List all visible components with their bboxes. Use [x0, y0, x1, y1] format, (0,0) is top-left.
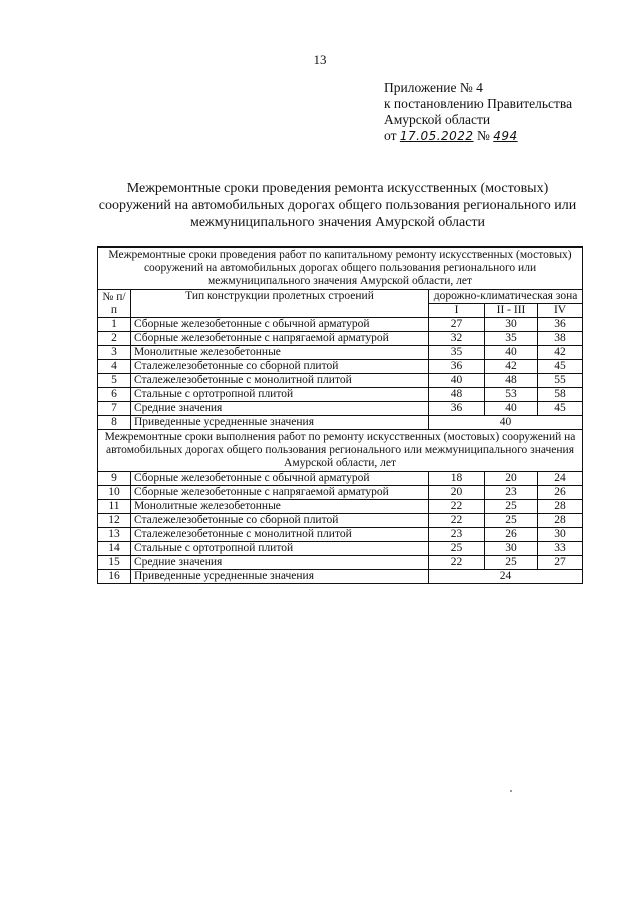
value-zone-4: 27	[538, 556, 583, 570]
value-zone-4: 28	[538, 514, 583, 528]
value-zone-2-3: 40	[485, 346, 538, 360]
appendix-line-3: Амурской области	[384, 112, 491, 127]
value-zone-1: 25	[429, 542, 485, 556]
value-zone-4: 42	[538, 346, 583, 360]
value-zone-4: 28	[538, 500, 583, 514]
construction-type: Сборные железобетонные с обычной арматурой	[131, 472, 429, 486]
value-zone-1: 35	[429, 346, 485, 360]
table-row	[98, 500, 583, 514]
row-number: 9	[98, 472, 131, 486]
value-zone-2-3: 25	[485, 514, 538, 528]
value-zone-1: 23	[429, 528, 485, 542]
table-row	[98, 514, 583, 528]
row-number: 1	[98, 318, 131, 332]
value-zone-1: 32	[429, 332, 485, 346]
value-zone-4: 55	[538, 374, 583, 388]
average-row	[98, 570, 583, 584]
date-prefix: от	[384, 128, 397, 143]
value-zone-2-3: 35	[485, 332, 538, 346]
construction-type: Средние значения	[131, 402, 429, 416]
row-number: 10	[98, 486, 131, 500]
value-zone-1: 20	[429, 486, 485, 500]
table-row	[98, 556, 583, 570]
value-zone-4: 45	[538, 360, 583, 374]
construction-type: Сталежелезобетонные со сборной плитой	[131, 514, 429, 528]
construction-type: Сборные железобетонные с напрягаемой арматурой	[131, 332, 429, 346]
table-row	[98, 388, 583, 402]
value-zone-1: 48	[429, 388, 485, 402]
row-number: 11	[98, 500, 131, 514]
construction-type: Сталежелезобетонные с монолитной плитой	[131, 528, 429, 542]
row-number: 5	[98, 374, 131, 388]
row-number: 4	[98, 360, 131, 374]
table-row	[98, 472, 583, 486]
section2-title: Межремонтные сроки выполнения работ по ремонту искусственных (мостовых) сооружений на автомобильных дорогах общего пользования регионального или межмуниципального значения Амурской области, лет	[98, 430, 583, 472]
value-zone-1: 40	[429, 374, 485, 388]
average-value: 24	[429, 570, 583, 584]
table-row	[98, 346, 583, 360]
row-number: 8	[98, 416, 131, 430]
value-zone-4: 38	[538, 332, 583, 346]
value-zone-1: 27	[429, 318, 485, 332]
value-zone-2-3: 48	[485, 374, 538, 388]
table-row	[98, 402, 583, 416]
row-number: 16	[98, 570, 131, 584]
average-value: 40	[429, 416, 583, 430]
appendix-date-line	[384, 128, 572, 144]
construction-type: Монолитные железобетонные	[131, 500, 429, 514]
table-row	[98, 360, 583, 374]
row-number: 13	[98, 528, 131, 542]
construction-type: Сборные железобетонные с напрягаемой арматурой	[131, 486, 429, 500]
value-zone-1: 22	[429, 500, 485, 514]
row-number: 6	[98, 388, 131, 402]
appendix-block	[384, 80, 572, 144]
row-number: 15	[98, 556, 131, 570]
value-zone-4: 24	[538, 472, 583, 486]
value-zone-4: 45	[538, 402, 583, 416]
value-zone-2-3: 53	[485, 388, 538, 402]
value-zone-2-3: 25	[485, 500, 538, 514]
row-number: 14	[98, 542, 131, 556]
value-zone-4: 30	[538, 528, 583, 542]
table-row	[98, 486, 583, 500]
table-row	[98, 542, 583, 556]
value-zone-2-3: 26	[485, 528, 538, 542]
header-zone-4: IV	[538, 304, 583, 318]
construction-type: Сборные железобетонные с обычной арматурой	[131, 318, 429, 332]
average-label: Приведенные усредненные значения	[131, 416, 429, 430]
header-row	[98, 290, 583, 304]
average-row	[98, 416, 583, 430]
value-zone-1: 18	[429, 472, 485, 486]
value-zone-1: 36	[429, 402, 485, 416]
document-title: Межремонтные сроки проведения ремонта искусственных (мостовых) сооружений на автомобильных дорогах общего пользования регионального или межмуниципального значения Амурской области	[98, 181, 577, 230]
construction-type: Сталежелезобетонные с монолитной плитой	[131, 374, 429, 388]
value-zone-1: 22	[429, 556, 485, 570]
header-zone-2-3: II - III	[485, 304, 538, 318]
scan-speck	[510, 790, 512, 792]
page-number: 13	[313, 52, 327, 67]
value-zone-4: 58	[538, 388, 583, 402]
section1-title: Межремонтные сроки проведения работ по капитальному ремонту искусственных (мостовых) сооружений на автомобильных дорогах общего пользования регионального или межмуниципального значения Амурской области, лет	[98, 247, 583, 290]
value-zone-4: 36	[538, 318, 583, 332]
construction-type: Стальные с ортотропной плитой	[131, 388, 429, 402]
row-number: 2	[98, 332, 131, 346]
section1-title-row	[98, 247, 583, 290]
header-num: № п/п	[98, 290, 131, 318]
table-row	[98, 332, 583, 346]
average-label: Приведенные усредненные значения	[131, 570, 429, 584]
header-zone-1: I	[429, 304, 485, 318]
value-zone-2-3: 30	[485, 542, 538, 556]
value-zone-1: 22	[429, 514, 485, 528]
table-row	[98, 318, 583, 332]
row-number: 12	[98, 514, 131, 528]
construction-type: Монолитные железобетонные	[131, 346, 429, 360]
value-zone-2-3: 20	[485, 472, 538, 486]
table-row	[98, 528, 583, 542]
handwritten-number: 494	[493, 129, 518, 143]
row-number: 3	[98, 346, 131, 360]
construction-type: Средние значения	[131, 556, 429, 570]
value-zone-1: 36	[429, 360, 485, 374]
header-zone: дорожно-климатическая зона	[429, 290, 583, 304]
appendix-line-1: Приложение № 4	[384, 80, 483, 95]
value-zone-2-3: 30	[485, 318, 538, 332]
value-zone-4: 33	[538, 542, 583, 556]
header-type: Тип конструкции пролетных строений	[131, 290, 429, 318]
appendix-line-2: к постановлению Правительства	[384, 96, 573, 111]
value-zone-2-3: 25	[485, 556, 538, 570]
value-zone-4: 26	[538, 486, 583, 500]
value-zone-2-3: 42	[485, 360, 538, 374]
repair-intervals-table	[97, 246, 583, 584]
handwritten-date: 17.05.2022	[399, 129, 474, 143]
construction-type: Сталежелезобетонные со сборной плитой	[131, 360, 429, 374]
number-prefix: №	[476, 128, 490, 143]
section2-title-row	[98, 430, 583, 472]
construction-type: Стальные с ортотропной плитой	[131, 542, 429, 556]
value-zone-2-3: 23	[485, 486, 538, 500]
table-row	[98, 374, 583, 388]
value-zone-2-3: 40	[485, 402, 538, 416]
row-number: 7	[98, 402, 131, 416]
